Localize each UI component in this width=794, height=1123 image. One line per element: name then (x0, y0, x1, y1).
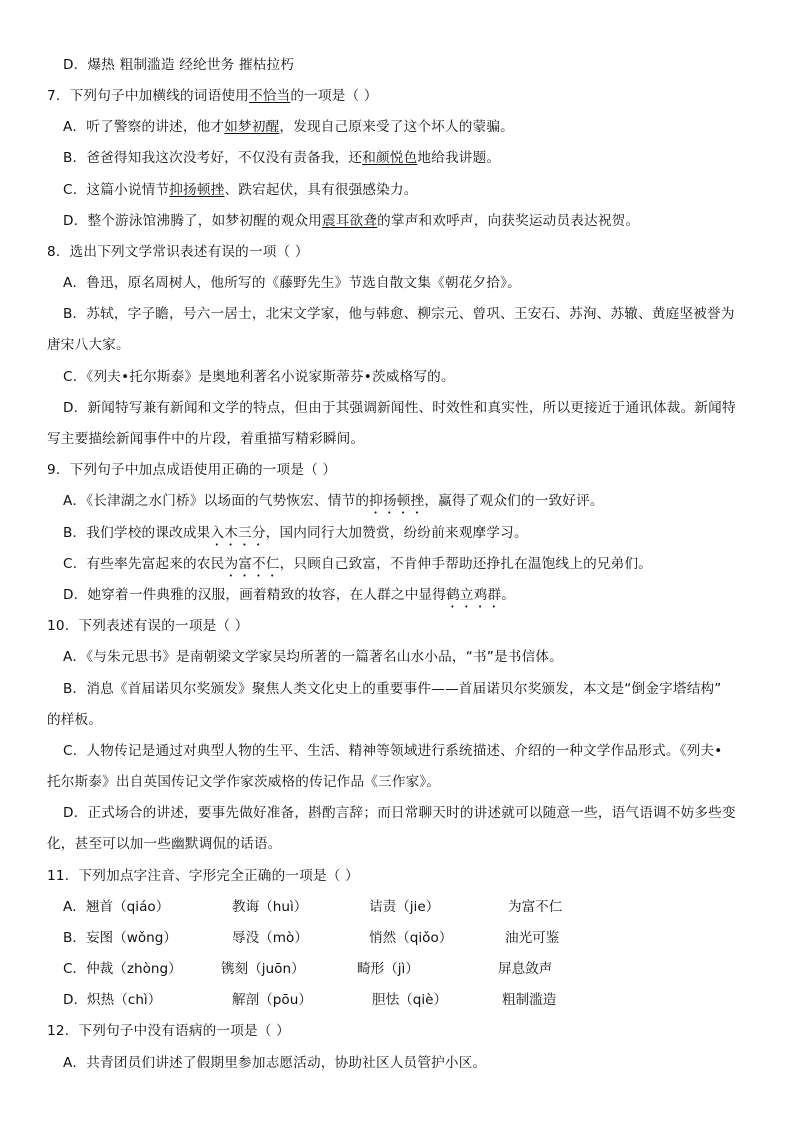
q11-b-word-3: 悄然（qiǒo） (369, 930, 453, 946)
q11-c-word-1: C．仲裁（zhòng） (63, 961, 182, 977)
q9-option-b: B．我们学校的课改成果入木三分，国内同行大加赞赏，纷纷前来观摩学习。 (63, 525, 528, 541)
q11-a-word-4: 为富不仁 (508, 899, 563, 915)
q11-b-word-2: 辱没（mò） (232, 930, 308, 946)
q8-option-b-cont: 唐宋八大家。 (47, 337, 130, 353)
q10-option-b-cont: 的样板。 (47, 712, 103, 728)
q11-c-word-3: 畸形（jì） (357, 961, 419, 977)
q8-option-c: C．《列夫•托尔斯泰》是奥地利著名小说家斯蒂芬•茨威格写的。 (63, 369, 455, 385)
q11-d-word-4: 粗制滥造 (502, 992, 557, 1008)
question-12: 12．下列句子中没有语病的一项是（ ） (47, 1023, 290, 1039)
q10-option-a: A．《与朱元思书》是南朝梁文学家吴均所著的一篇著名山水小品，“书”是书信体。 (63, 649, 563, 665)
q11-b-word-4: 油光可鉴 (505, 930, 560, 946)
q8-option-b: B．苏轼，字子瞻，号六一居士，北宋文学家，他与韩愈、柳宗元、曾巩、王安石、苏洵、苏辙、黄庭坚被誉为 (63, 306, 735, 322)
q11-a-word-2: 教诲（huì） (232, 899, 308, 915)
question-11: 11．下列加点字注音、字形完全正确的一项是（ ） (47, 868, 359, 884)
q7-option-d: D．整个游泳馆沸腾了，如梦初醒的观众用震耳欲聋的掌声和欢呼声，向获奖运动员表达祝贺。 (63, 213, 640, 229)
q10-option-d: D．正式场合的讲述，要事先做好准备，斟酌言辞；而日常聊天时的讲述就可以随意一些，语气语调不妨多些变 (63, 805, 736, 821)
q11-b-word-1: B．妄图（wǒng） (63, 930, 177, 946)
question-9: 9．下列句子中加点成语使用正确的一项是（ ） (47, 462, 337, 478)
q8-option-d-cont: 写主要描绘新闻事件中的片段，着重描写精彩瞬间。 (47, 431, 365, 447)
question-8: 8．选出下列文学常识表述有误的一项（ ） (47, 244, 309, 260)
q11-a-word-1: A．翘首（qiáo） (63, 899, 170, 915)
q7-option-c: C．这篇小说情节抑扬顿挫、跌宕起伏，具有很强感染力。 (63, 182, 418, 198)
q10-option-c: C．人物传记是通过对典型人物的生平、生活、精神等领域进行系统描述、介绍的一种文学作品形式。《列夫• (63, 743, 723, 759)
q9-option-c: C．有些率先富起来的农民为富不仁，只顾自己致富，不肯伸手帮助还挣扎在温饱线上的兄弟们。 (63, 556, 653, 572)
q12-option-a: A．共青团员们讲述了假期里参加志愿活动，协助社区人员管护小区。 (63, 1055, 487, 1071)
q10-option-c-cont: 托尔斯泰》出自英国传记文学作家茨威格的传记作品《三作家》。 (47, 774, 441, 790)
q11-c-word-4: 屏息敛声 (498, 961, 553, 977)
q9-option-d: D．她穿着一件典雅的汉服，画着精致的妆容，在人群之中显得鹤立鸡群。 (63, 587, 516, 603)
q11-d-word-2: 解剖（pōu） (232, 992, 312, 1008)
question-10: 10．下列表述有误的一项是（ ） (47, 618, 249, 634)
q11-a-word-3: 诘责（jie） (369, 899, 440, 915)
q8-option-d: D．新闻特写兼有新闻和文学的特点，但由于其强调新闻性、时效性和真实性，所以更接近于通讯体裁。新闻特 (63, 400, 736, 416)
q10-option-d-cont: 化，甚至可以加一些幽默调侃的话语。 (47, 836, 282, 852)
q7-option-b: B．爸爸得知我这次没考好，不仅没有责备我，还和颜悦色地给我讲题。 (63, 150, 501, 166)
q7-option-a: A．听了警察的讲述，他才如梦初醒，发现自己原来受了这个坏人的蒙骗。 (63, 119, 514, 135)
q8-option-a: A．鲁迅，原名周树人，他所写的《藤野先生》节选自散文集《朝花夕拾》。 (63, 275, 521, 291)
q10-option-b: B．消息《首届诺贝尔奖颁发》聚焦人类文化史上的重要事件——首届诺贝尔奖颁发，本文是“倒金字塔结构” (63, 681, 722, 697)
q11-c-word-2: 镌刻（juōn） (221, 961, 305, 977)
q11-d-word-1: D．炽热（chì） (63, 992, 162, 1008)
question-7: 7．下列句子中加横线的词语使用不恰当的一项是（ ） (47, 88, 378, 104)
q9-option-a: A．《长津湖之水门桥》以场面的气势恢宏、情节的抑扬顿挫，赢得了观众们的一致好评。 (63, 493, 604, 509)
q6-option-d: D．爆热 粗制滥造 经纶世务 摧枯拉朽 (63, 57, 295, 73)
q11-d-word-3: 胆怯（qiè） (372, 992, 448, 1008)
